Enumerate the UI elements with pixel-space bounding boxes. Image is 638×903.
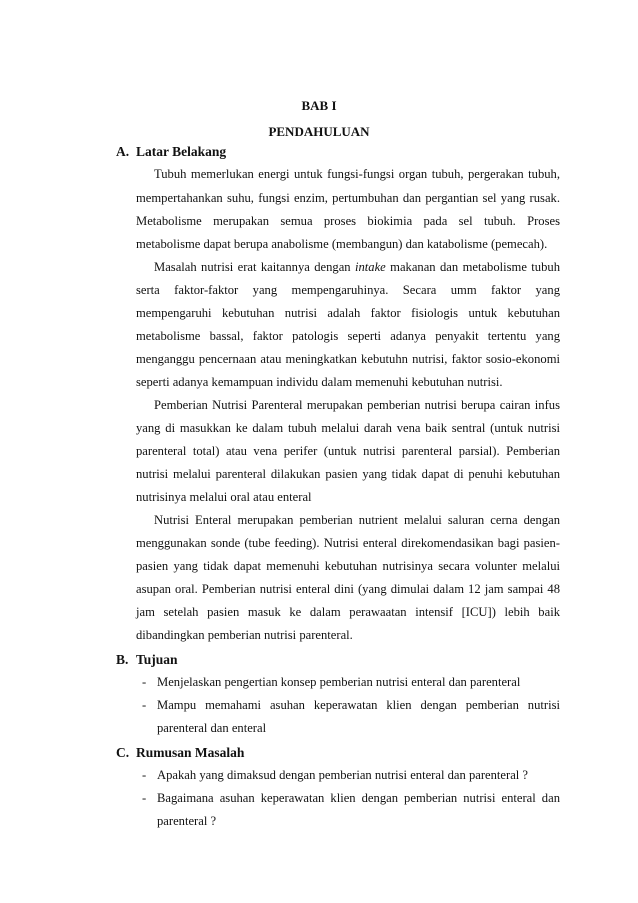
paragraph-line: seperti adanya kemampuan individu dalam memenuhi kebutuhan nutrisi. [136, 375, 503, 389]
paragraph-line: Pemberian Nutrisi Parenteral merupakan pemberian nutrisi berupa cairan infus [154, 398, 560, 412]
section-c-letter: C. [116, 745, 130, 760]
list-item: Apakah yang dimaksud dengan pemberian nutrisi enteral dan parenteral ? [157, 768, 529, 782]
section-a-title: Latar Belakang [136, 144, 227, 159]
paragraph-line: asupan oral. Pemberian nutrisi enteral dini (yang dimulai dalam 12 jam sampai 48 [136, 582, 560, 596]
section-a-heading [116, 145, 226, 159]
paragraph-line: parenteral total) atau vena perifer (untuk nutrisi parenteral parsial). Pemberian [136, 444, 560, 458]
bullet-dash: - [142, 791, 147, 805]
paragraph-line: serta faktor-faktor yang mempengaruhinya. Secara umm faktor yang [136, 283, 560, 297]
paragraph-line: menggunakan sonde (tube feeding). Nutrisi enteral direkomendasikan bagi pasien- [136, 536, 560, 550]
paragraph-line: mempengaruhi kebutuhan nutrisi adalah faktor fisiologis untuk kebutuhan [136, 306, 560, 320]
list-item-continuation: parenteral dan enteral [157, 721, 267, 735]
paragraph-line: yang di masukkan ke dalam tubuh melalui darah vena baik sentral (untuk nutrisi [136, 421, 560, 435]
list-item: Menjelaskan pengertian konsep pemberian nutrisi enteral dan parenteral [157, 675, 521, 689]
paragraph-line: Tubuh memerlukan energi untuk fungsi-fungsi organ tubuh, pergerakan tubuh, [154, 167, 560, 181]
list-item: Mampu memahami asuhan keperawatan klien dengan pemberian nutrisi [157, 698, 560, 712]
paragraph-line: Nutrisi Enteral merupakan pemberian nutrient melalui saluran cerna dengan [154, 513, 560, 527]
paragraph-line: jam setelah pasien masuk ke dalam perawaatan intensif [ICU]) lebih baik [136, 605, 560, 619]
chapter-title: PENDAHULUAN [268, 124, 370, 139]
bullet-dash: - [142, 675, 147, 689]
paragraph-line: nutrisi melalui parenteral dilakukan pasien yang tidak dapat di penuhi kebutuhan [136, 467, 560, 481]
paragraph-text: makanan dan metabolisme tubuh [385, 260, 560, 274]
list-item-continuation: parenteral ? [157, 814, 217, 828]
paragraph-line: metabolisme dapat berupa anabolisme (membangun) dan katabolisme (pemecah). [136, 237, 548, 251]
paragraph-line: metabolisme bassal, faktor patologis seperti adanya penyakit tertentu yang [136, 329, 560, 343]
paragraph-line: nutrisinya melalui oral atau enteral [136, 490, 312, 504]
paragraph-line: dibandingkan pemberian nutrisi parenteral. [136, 628, 353, 642]
paragraph-line: mempertahankan suhu, fungsi enzim, pertumbuhan dan pergantian sel yang rusak. [136, 191, 560, 205]
bullet-dash: - [142, 768, 147, 782]
section-c-title: Rumusan Masalah [136, 745, 245, 760]
section-b-title: Tujuan [136, 652, 178, 667]
paragraph-line: Metabolisme merupakan semua proses biokimia pada sel tubuh. Proses [136, 214, 560, 228]
section-b-letter: B. [116, 652, 129, 667]
section-c-heading [116, 746, 244, 760]
list-item: Bagaimana asuhan keperawatan klien dengan pemberian nutrisi enteral dan [157, 791, 560, 805]
paragraph-text: Masalah nutrisi erat kaitannya dengan [154, 260, 355, 274]
section-b-heading [116, 653, 178, 667]
bullet-dash: - [142, 698, 147, 712]
paragraph-line: menganggu pencernaan atau meningkatkan kebutuhn nutrisi, faktor sosio-ekonomi [136, 352, 560, 366]
paragraph-line [154, 261, 560, 274]
section-a-letter: A. [116, 144, 130, 159]
italic-term: intake [354, 260, 386, 274]
paragraph-line: pasien yang tidak dapat memenuhi kebutuhan nutrisinya secara volunter melalui [136, 559, 560, 573]
chapter-label: BAB I [301, 98, 337, 113]
